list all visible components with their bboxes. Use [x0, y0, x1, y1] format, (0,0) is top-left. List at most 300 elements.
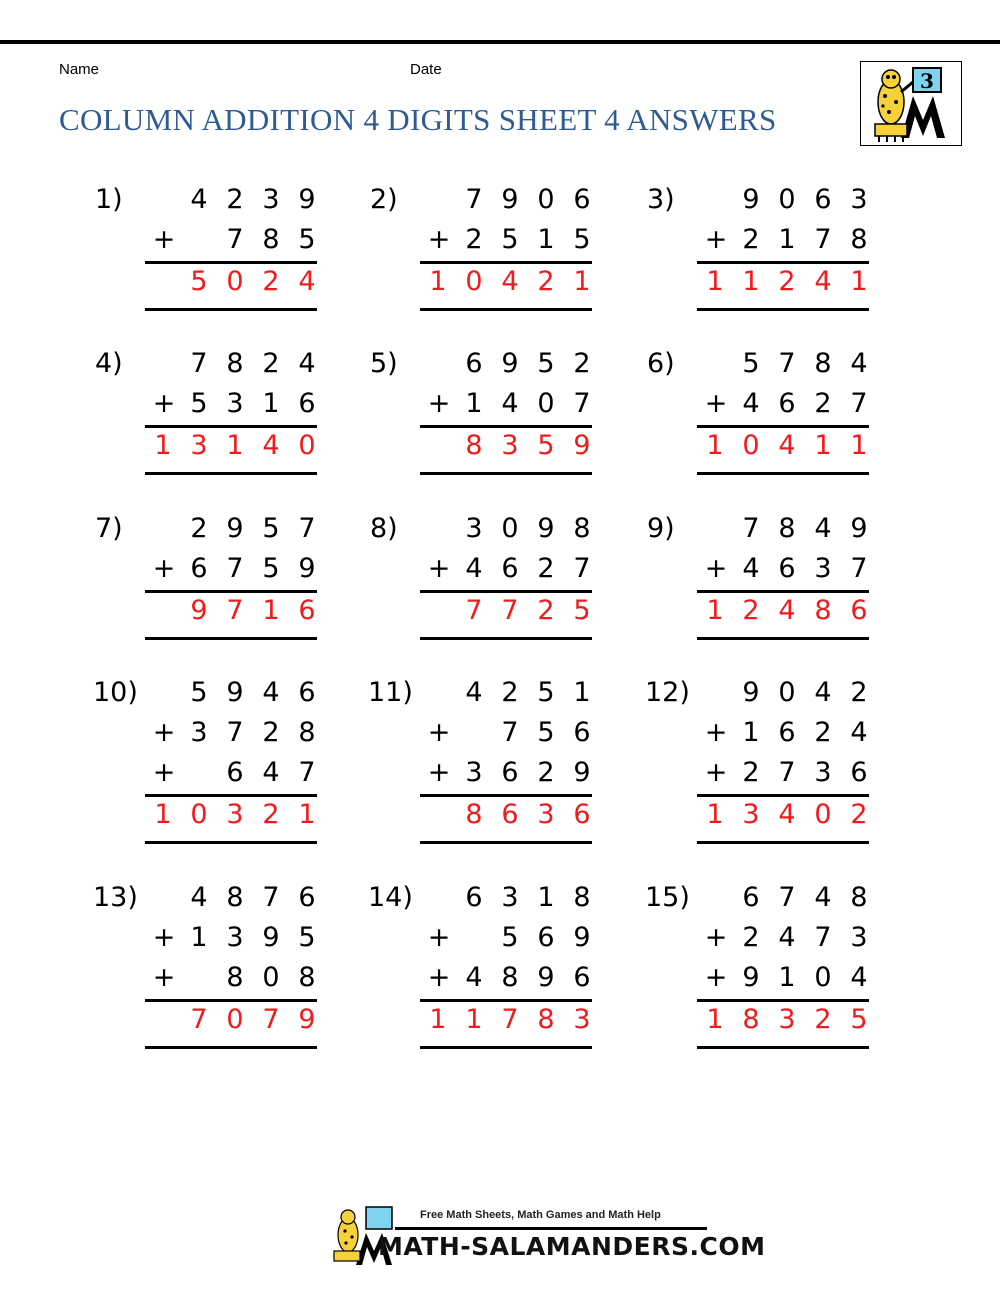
first-addend-row — [697, 509, 869, 549]
addend-digit: 9 — [742, 184, 760, 215]
answer-underline — [697, 841, 869, 844]
column-stack — [145, 180, 317, 297]
addend-digit: 0 — [262, 962, 280, 993]
addend-digit: 2 — [814, 717, 832, 748]
addend-digit: 5 — [298, 922, 316, 953]
answer-digit: 1 — [465, 1004, 483, 1035]
answer-digit: 1 — [573, 266, 591, 297]
addend-digit: 4 — [262, 757, 280, 788]
plus-sign: + — [427, 962, 451, 993]
addend-digit: 4 — [778, 922, 796, 953]
first-addend-row — [145, 180, 317, 220]
first-addend-row — [697, 344, 869, 384]
answer-underline — [145, 637, 317, 640]
problem-number: 12) — [645, 677, 690, 708]
addend-digit: 4 — [298, 348, 316, 379]
addend-digit: 6 — [778, 388, 796, 419]
answer-digit: 4 — [298, 266, 316, 297]
addend-digit: 1 — [190, 922, 208, 953]
addend-digit: 2 — [537, 553, 555, 584]
column-stack — [697, 344, 869, 461]
addend-digit: 4 — [465, 553, 483, 584]
answer-digit: 8 — [537, 1004, 555, 1035]
addend-row — [145, 220, 317, 260]
addend-digit: 2 — [262, 717, 280, 748]
salamander-logo-icon — [860, 61, 962, 146]
answer-row — [697, 795, 869, 835]
addend-row — [420, 549, 592, 589]
answer-row — [697, 426, 869, 466]
addend-row — [420, 958, 592, 998]
addend-digit: 7 — [778, 882, 796, 913]
addend-digit: 3 — [814, 553, 832, 584]
column-stack — [697, 878, 869, 1035]
answer-row — [420, 591, 592, 631]
addend-digit: 9 — [573, 922, 591, 953]
plus-sign: + — [152, 757, 176, 788]
answer-digit: 6 — [573, 799, 591, 830]
addend-digit: 9 — [262, 922, 280, 953]
problem-number: 8) — [370, 513, 398, 544]
answer-digit: 4 — [262, 430, 280, 461]
addend-digit: 5 — [537, 348, 555, 379]
addend-digit: 8 — [226, 348, 244, 379]
answer-row — [420, 426, 592, 466]
addend-digit: 2 — [573, 348, 591, 379]
addend-digit: 6 — [298, 388, 316, 419]
plus-sign: + — [427, 717, 451, 748]
column-stack — [697, 509, 869, 626]
first-addend-row — [697, 180, 869, 220]
addend-digit: 5 — [537, 717, 555, 748]
addend-digit: 6 — [298, 882, 316, 913]
answer-digit: 8 — [814, 595, 832, 626]
answer-digit: 1 — [706, 266, 724, 297]
answer-underline — [145, 308, 317, 311]
plus-sign: + — [152, 388, 176, 419]
addend-digit: 4 — [814, 677, 832, 708]
addend-digit: 7 — [850, 553, 868, 584]
addend-digit: 0 — [537, 184, 555, 215]
addend-digit: 6 — [814, 184, 832, 215]
addend-digit: 9 — [742, 677, 760, 708]
addend-digit: 5 — [190, 677, 208, 708]
addend-digit: 9 — [226, 513, 244, 544]
addend-digit: 5 — [501, 922, 519, 953]
addend-digit: 5 — [190, 388, 208, 419]
first-addend-row — [145, 878, 317, 918]
problem-number: 11) — [368, 677, 413, 708]
plus-sign: + — [704, 553, 728, 584]
answer-digit: 4 — [778, 595, 796, 626]
addend-digit: 6 — [226, 757, 244, 788]
answer-digit: 5 — [537, 430, 555, 461]
answer-digit: 6 — [501, 799, 519, 830]
answer-digit: 7 — [465, 595, 483, 626]
addend-digit: 1 — [778, 962, 796, 993]
addend-digit: 3 — [465, 513, 483, 544]
answer-digit: 1 — [706, 799, 724, 830]
addend-digit: 2 — [501, 677, 519, 708]
answer-digit: 1 — [154, 430, 172, 461]
answer-row — [145, 591, 317, 631]
answer-digit: 1 — [742, 266, 760, 297]
addend-digit: 8 — [850, 224, 868, 255]
addend-digit: 8 — [298, 717, 316, 748]
addend-digit: 1 — [742, 717, 760, 748]
addend-digit: 7 — [778, 348, 796, 379]
answer-digit: 7 — [226, 595, 244, 626]
addend-digit: 7 — [778, 757, 796, 788]
plus-sign: + — [704, 388, 728, 419]
first-addend-row — [420, 344, 592, 384]
addend-row — [420, 220, 592, 260]
addend-digit: 4 — [262, 677, 280, 708]
answer-row — [145, 262, 317, 302]
addend-digit: 9 — [226, 677, 244, 708]
addend-digit: 7 — [298, 757, 316, 788]
addend-digit: 4 — [465, 962, 483, 993]
addend-digit: 6 — [778, 717, 796, 748]
addend-row — [697, 918, 869, 958]
answer-digit: 8 — [742, 1004, 760, 1035]
answer-digit: 5 — [573, 595, 591, 626]
answer-digit: 0 — [814, 799, 832, 830]
plus-sign: + — [427, 922, 451, 953]
problem-number: 5) — [370, 348, 398, 379]
column-stack — [145, 344, 317, 461]
answer-digit: 1 — [706, 430, 724, 461]
addend-row — [697, 958, 869, 998]
column-stack — [697, 180, 869, 297]
addend-digit: 3 — [226, 922, 244, 953]
addend-digit: 7 — [262, 882, 280, 913]
answer-digit: 2 — [778, 266, 796, 297]
problem-number: 4) — [95, 348, 123, 379]
addend-digit: 4 — [814, 513, 832, 544]
answer-digit: 2 — [742, 595, 760, 626]
addend-row — [145, 713, 317, 753]
addend-digit: 2 — [226, 184, 244, 215]
addend-digit: 4 — [465, 677, 483, 708]
plus-sign: + — [427, 757, 451, 788]
addend-digit: 7 — [226, 553, 244, 584]
addend-digit: 1 — [262, 388, 280, 419]
plus-sign: + — [152, 717, 176, 748]
answer-digit: 9 — [573, 430, 591, 461]
first-addend-row — [420, 180, 592, 220]
addend-digit: 2 — [465, 224, 483, 255]
problem-number: 7) — [95, 513, 123, 544]
answer-digit: 7 — [501, 595, 519, 626]
addend-digit: 9 — [573, 757, 591, 788]
addend-digit: 6 — [465, 882, 483, 913]
plus-sign: + — [427, 553, 451, 584]
answer-underline — [420, 1046, 592, 1049]
addend-digit: 5 — [573, 224, 591, 255]
addend-digit: 8 — [298, 962, 316, 993]
addend-digit: 5 — [501, 224, 519, 255]
answer-digit: 4 — [814, 266, 832, 297]
addend-digit: 8 — [573, 513, 591, 544]
addend-digit: 8 — [814, 348, 832, 379]
addend-row — [145, 753, 317, 793]
problem-number: 3) — [647, 184, 675, 215]
addend-row — [145, 958, 317, 998]
answer-digit: 2 — [262, 799, 280, 830]
addend-digit: 6 — [501, 553, 519, 584]
addend-digit: 1 — [465, 388, 483, 419]
addend-digit: 3 — [190, 717, 208, 748]
answer-row — [697, 1000, 869, 1040]
answer-row — [420, 795, 592, 835]
plus-sign: + — [704, 922, 728, 953]
answer-digit: 9 — [190, 595, 208, 626]
addend-row — [145, 549, 317, 589]
answer-digit: 8 — [465, 430, 483, 461]
answer-underline — [420, 841, 592, 844]
addend-digit: 9 — [298, 553, 316, 584]
addend-digit: 7 — [850, 388, 868, 419]
footer-tagline: Free Math Sheets, Math Games and Math Help — [420, 1209, 661, 1221]
answer-row — [145, 426, 317, 466]
answer-digit: 7 — [262, 1004, 280, 1035]
footer-site-link[interactable]: MATH-SALAMANDERS.COM — [378, 1232, 766, 1261]
answer-digit: 1 — [226, 430, 244, 461]
answer-digit: 7 — [501, 1004, 519, 1035]
addend-digit: 6 — [573, 962, 591, 993]
addend-digit: 8 — [850, 882, 868, 913]
answer-digit: 7 — [190, 1004, 208, 1035]
answer-digit: 0 — [226, 1004, 244, 1035]
addend-digit: 2 — [814, 388, 832, 419]
addend-digit: 4 — [742, 388, 760, 419]
addend-digit: 6 — [537, 922, 555, 953]
addend-row — [697, 713, 869, 753]
answer-digit: 2 — [537, 595, 555, 626]
addend-digit: 4 — [190, 882, 208, 913]
answer-underline — [145, 472, 317, 475]
addend-digit: 8 — [501, 962, 519, 993]
answer-digit: 1 — [429, 266, 447, 297]
addend-digit: 2 — [742, 922, 760, 953]
answer-digit: 2 — [814, 1004, 832, 1035]
first-addend-row — [420, 509, 592, 549]
answer-row — [420, 1000, 592, 1040]
addend-digit: 6 — [465, 348, 483, 379]
addend-digit: 4 — [850, 348, 868, 379]
addend-digit: 9 — [501, 348, 519, 379]
answer-underline — [697, 472, 869, 475]
date-label: Date — [410, 61, 442, 78]
answer-digit: 0 — [226, 266, 244, 297]
addend-digit: 9 — [537, 513, 555, 544]
addend-digit: 8 — [573, 882, 591, 913]
plus-sign: + — [704, 224, 728, 255]
addend-digit: 8 — [778, 513, 796, 544]
addend-digit: 0 — [501, 513, 519, 544]
column-stack — [697, 673, 869, 830]
plus-sign: + — [704, 962, 728, 993]
addend-digit: 6 — [573, 184, 591, 215]
answer-digit: 1 — [850, 266, 868, 297]
answer-digit: 3 — [226, 799, 244, 830]
addend-row — [420, 384, 592, 424]
addend-digit: 7 — [190, 348, 208, 379]
name-label: Name — [59, 61, 100, 78]
answer-row — [697, 591, 869, 631]
answer-digit: 0 — [298, 430, 316, 461]
addend-row — [145, 918, 317, 958]
first-addend-row — [697, 673, 869, 713]
addend-row — [420, 918, 592, 958]
plus-sign: + — [704, 757, 728, 788]
answer-digit: 2 — [537, 266, 555, 297]
addend-digit: 6 — [850, 757, 868, 788]
addend-digit: 7 — [573, 553, 591, 584]
answer-digit: 5 — [850, 1004, 868, 1035]
addend-digit: 7 — [814, 224, 832, 255]
answer-underline — [420, 472, 592, 475]
addend-digit: 0 — [537, 388, 555, 419]
addend-digit: 3 — [850, 922, 868, 953]
column-stack — [145, 509, 317, 626]
first-addend-row — [145, 673, 317, 713]
column-stack — [420, 509, 592, 626]
answer-underline — [697, 308, 869, 311]
answer-digit: 1 — [706, 595, 724, 626]
addend-digit: 0 — [778, 184, 796, 215]
plus-sign: + — [152, 962, 176, 993]
addend-digit: 3 — [262, 184, 280, 215]
answer-digit: 0 — [742, 430, 760, 461]
addend-digit: 2 — [742, 757, 760, 788]
addend-row — [420, 713, 592, 753]
answer-digit: 3 — [537, 799, 555, 830]
first-addend-row — [420, 673, 592, 713]
addend-digit: 6 — [501, 757, 519, 788]
first-addend-row — [420, 878, 592, 918]
answer-digit: 2 — [850, 799, 868, 830]
addend-digit: 8 — [262, 224, 280, 255]
column-stack — [420, 673, 592, 830]
answer-digit: 6 — [850, 595, 868, 626]
answer-digit: 4 — [778, 799, 796, 830]
column-stack — [145, 878, 317, 1035]
addend-digit: 9 — [850, 513, 868, 544]
answer-underline — [697, 1046, 869, 1049]
addend-digit: 2 — [742, 224, 760, 255]
problem-number: 14) — [368, 882, 413, 913]
addend-digit: 2 — [190, 513, 208, 544]
addend-digit: 3 — [226, 388, 244, 419]
problem-number: 2) — [370, 184, 398, 215]
addend-row — [697, 753, 869, 793]
plus-sign: + — [427, 224, 451, 255]
addend-digit: 4 — [814, 882, 832, 913]
addend-digit: 4 — [190, 184, 208, 215]
addend-digit: 2 — [262, 348, 280, 379]
answer-digit: 1 — [850, 430, 868, 461]
addend-digit: 3 — [501, 882, 519, 913]
addend-digit: 6 — [298, 677, 316, 708]
answer-digit: 8 — [465, 799, 483, 830]
plus-sign: + — [427, 388, 451, 419]
answer-row — [420, 262, 592, 302]
answer-digit: 1 — [298, 799, 316, 830]
addend-digit: 7 — [501, 717, 519, 748]
answer-digit: 0 — [190, 799, 208, 830]
answer-underline — [145, 1046, 317, 1049]
addend-digit: 9 — [742, 962, 760, 993]
addend-digit: 1 — [573, 677, 591, 708]
answer-digit: 3 — [501, 430, 519, 461]
addend-digit: 6 — [742, 882, 760, 913]
addend-digit: 5 — [262, 553, 280, 584]
problem-number: 13) — [93, 882, 138, 913]
addend-digit: 4 — [850, 717, 868, 748]
addend-digit: 3 — [850, 184, 868, 215]
addend-digit: 9 — [501, 184, 519, 215]
addend-digit: 8 — [226, 882, 244, 913]
addend-digit: 5 — [298, 224, 316, 255]
column-stack — [420, 878, 592, 1035]
addend-digit: 3 — [465, 757, 483, 788]
logo-badge: 3 — [920, 69, 934, 93]
addend-digit: 5 — [537, 677, 555, 708]
answer-row — [145, 795, 317, 835]
addend-digit: 7 — [226, 224, 244, 255]
answer-row — [697, 262, 869, 302]
addend-row — [697, 549, 869, 589]
addend-row — [697, 220, 869, 260]
answer-digit: 1 — [262, 595, 280, 626]
addend-digit: 9 — [537, 962, 555, 993]
answer-digit: 1 — [154, 799, 172, 830]
addend-digit: 7 — [742, 513, 760, 544]
addend-digit: 0 — [814, 962, 832, 993]
addend-digit: 7 — [465, 184, 483, 215]
problem-number: 1) — [95, 184, 123, 215]
addend-row — [697, 384, 869, 424]
addend-digit: 1 — [537, 224, 555, 255]
plus-sign: + — [152, 553, 176, 584]
answer-digit: 3 — [778, 1004, 796, 1035]
top-rule — [0, 40, 1000, 44]
first-addend-row — [145, 509, 317, 549]
answer-digit: 3 — [742, 799, 760, 830]
addend-digit: 3 — [814, 757, 832, 788]
addend-row — [420, 753, 592, 793]
answer-digit: 1 — [429, 1004, 447, 1035]
answer-digit: 4 — [778, 430, 796, 461]
addend-row — [145, 384, 317, 424]
answer-underline — [697, 637, 869, 640]
column-stack — [420, 180, 592, 297]
first-addend-row — [145, 344, 317, 384]
first-addend-row — [697, 878, 869, 918]
addend-digit: 6 — [573, 717, 591, 748]
addend-digit: 9 — [298, 184, 316, 215]
answer-digit: 6 — [298, 595, 316, 626]
plus-sign: + — [152, 224, 176, 255]
plus-sign: + — [152, 922, 176, 953]
addend-digit: 7 — [226, 717, 244, 748]
page-title: COLUMN ADDITION 4 DIGITS SHEET 4 ANSWERS — [59, 102, 777, 137]
problem-number: 6) — [647, 348, 675, 379]
answer-digit: 9 — [298, 1004, 316, 1035]
answer-digit: 4 — [501, 266, 519, 297]
